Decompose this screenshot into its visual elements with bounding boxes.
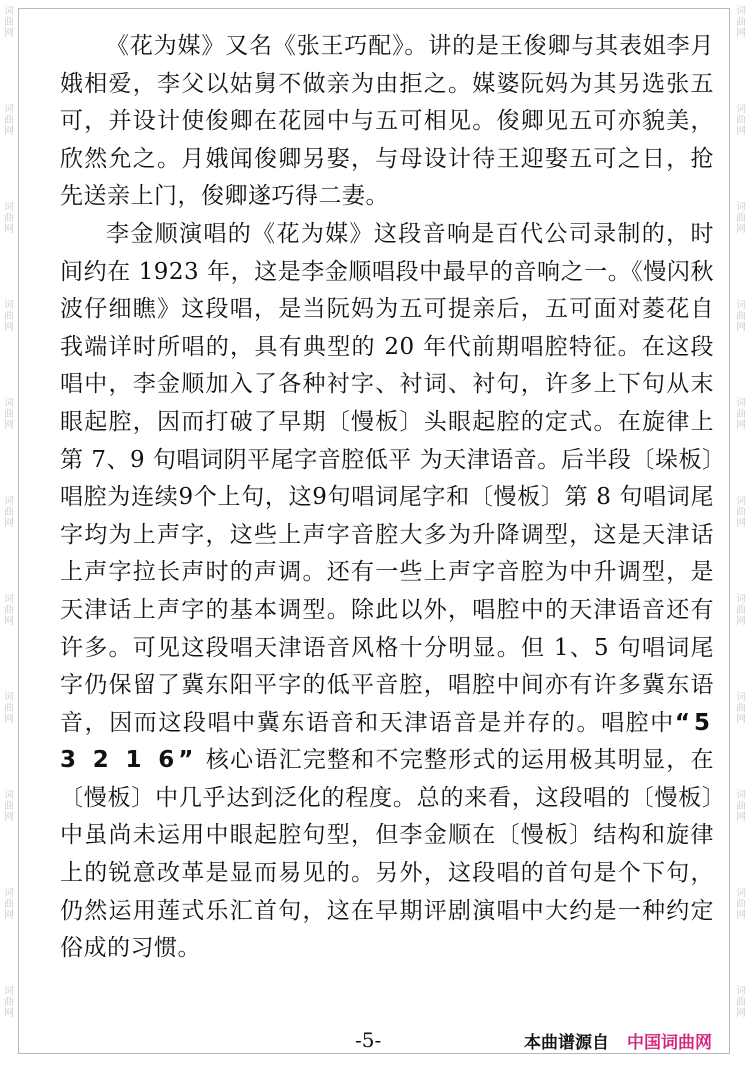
synopsis-paragraph xyxy=(60,28,714,216)
watermark: 词曲网 xyxy=(4,6,14,39)
watermark: 词曲网 xyxy=(736,6,746,39)
watermark: 词曲网 xyxy=(4,790,14,823)
watermark: 词曲网 xyxy=(736,594,746,627)
analysis-paragraph xyxy=(60,216,714,968)
site-name: 中国词曲网 xyxy=(627,1033,712,1053)
watermark: 词曲网 xyxy=(736,398,746,431)
paragraph-text: 李金顺演唱的《花为媒》这段音响是百代公司录制的，时间约在 1923 年，这是李金顺唱段中最早的音响之一。《慢闪秋波仔细瞧》这段唱，是当阮妈为五可提亲后，五可面对菱花自我端详时所唱的，具有典型的 20 年代前期唱腔特征。在这段唱中，李金顺加入了各种衬字、衬词、衬句，许多上下句从末眼起腔，因而打破了早期〔慢板〕头眼起腔的定式。在旋律上第 7、9 句唱词阴平尾字音腔低平 为天津语音。后半段〔垛板〕唱腔为连续9个上句，这9句唱词尾字和〔慢板〕第 8 句唱词尾字均为上声字，这些上声字音腔大多为升降调型，这是天津话上声字拉长声时的声调。还有一些上声字音腔为中升调型，是天津话上声字的基本调型。除此以外，唱腔中的天津语音还有许多。可见这段唱天津语音风格十分明显。但 1、5 句唱词尾字仍保留了冀东阳平字的低平音腔，唱腔中间亦有许多冀东语音，因而这段唱中冀东语音和天津语音是并存的。唱腔中 xyxy=(60,220,714,736)
source-label: 本曲谱源自 xyxy=(524,1033,609,1053)
watermark: 词曲网 xyxy=(4,300,14,333)
document-body xyxy=(60,28,714,968)
watermark: 词曲网 xyxy=(736,104,746,137)
melodic-motif-notation: “5 3 2 1 6” xyxy=(60,709,714,774)
watermark: 词曲网 xyxy=(736,202,746,235)
watermark: 词曲网 xyxy=(4,692,14,725)
watermark: 词曲网 xyxy=(4,496,14,529)
watermark: 词曲网 xyxy=(4,398,14,431)
watermark: 词曲网 xyxy=(736,496,746,529)
watermark: 词曲网 xyxy=(4,202,14,235)
right-watermark-column xyxy=(733,0,749,1071)
watermark: 词曲网 xyxy=(4,986,14,1019)
watermark: 词曲网 xyxy=(736,790,746,823)
paragraph-text: 《花为媒》又名《张王巧配》。讲的是王俊卿与其表姐李月娥相爱，李父以姑舅不做亲为由拒之。媒婆阮妈为其另选张五可，并设计使俊卿在花园中与五可相见。俊卿见五可亦貌美，欣然允之。月娥闻俊卿另娶，与母设计待王迎娶五可之日，抢先送亲上门，俊卿遂巧得二妻。 xyxy=(60,33,714,210)
watermark: 词曲网 xyxy=(736,986,746,1019)
page-number: -5- xyxy=(355,1028,382,1052)
watermark: 词曲网 xyxy=(736,300,746,333)
watermark: 词曲网 xyxy=(4,104,14,137)
watermark: 词曲网 xyxy=(736,692,746,725)
left-watermark-column xyxy=(1,0,17,1071)
watermark: 词曲网 xyxy=(4,594,14,627)
watermark: 词曲网 xyxy=(736,888,746,921)
paragraph-text: 核心语汇完整和不完整形式的运用极其明显，在〔慢板〕中几乎达到泛化的程度。总的来看，这段唱的〔慢板〕中虽尚未运用中眼起腔句型，但李金顺在〔慢板〕结构和旋律上的锐意改革是显而易见的。另外，这段唱的首句是个下句，仍然运用莲式乐汇首句，这在早期评剧演唱中大约是一种约定俗成的习惯。 xyxy=(60,747,714,962)
watermark: 词曲网 xyxy=(4,888,14,921)
page-footer xyxy=(0,1028,750,1058)
